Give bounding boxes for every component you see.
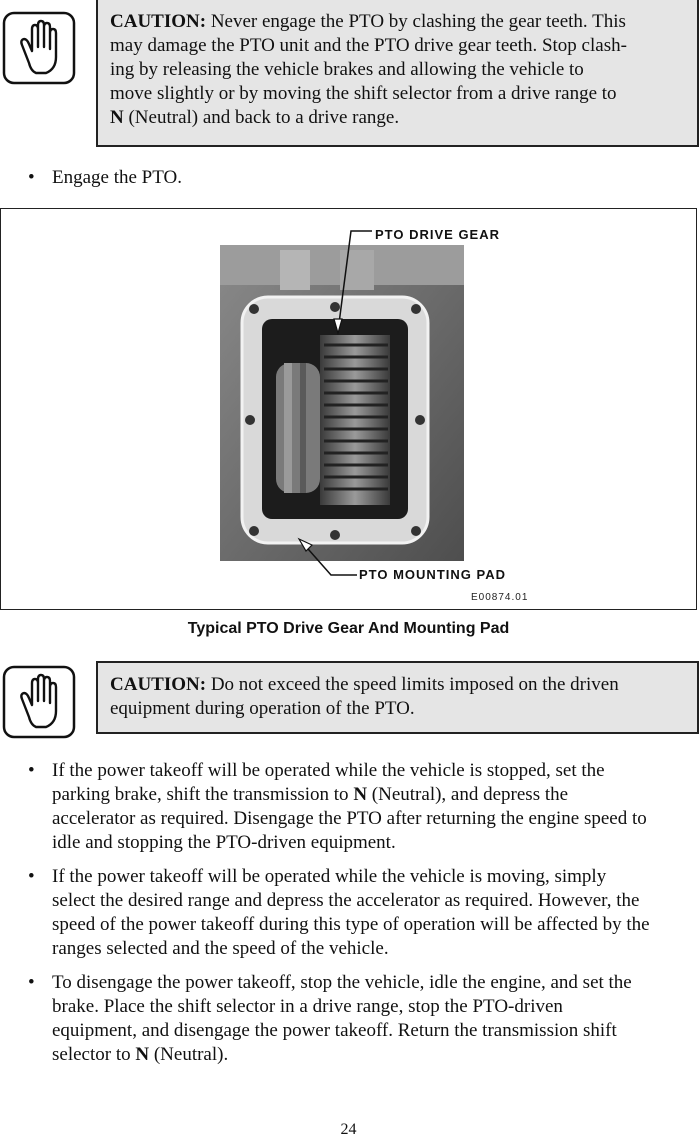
caution-text: Do not exceed the speed limits imposed on the driven <box>210 674 619 695</box>
callout-pto-mounting-pad: PTO MOUNTING PAD <box>359 567 506 582</box>
bullet-marker: • <box>28 760 35 781</box>
caution-box-speed-limits <box>96 661 699 734</box>
neutral-letter: N <box>135 1044 150 1065</box>
caution-line <box>110 673 685 697</box>
neutral-letter: N <box>353 784 368 805</box>
bullet-line: speed of the power takeoff during this type of operation will be affected by the <box>52 914 650 935</box>
pto-figure <box>0 208 697 610</box>
caution-text: Never engage the PTO by clashing the gear teeth. This <box>210 11 626 32</box>
caution-line <box>110 10 685 34</box>
caution-label: CAUTION: <box>110 674 207 695</box>
bullet-line <box>52 1043 696 1067</box>
figure-caption: Typical PTO Drive Gear And Mounting Pad <box>187 620 510 637</box>
callout-leaders <box>1 209 698 611</box>
callout-pto-drive-gear: PTO DRIVE GEAR <box>375 227 501 242</box>
bullet-moving-vehicle <box>28 865 696 961</box>
bullet-marker: • <box>28 167 35 188</box>
bullet-line: equipment, and disengage the power takeoff. Return the transmission shift <box>52 1020 617 1041</box>
caution-line: move slightly or by moving the shift selector from a drive range to <box>110 83 617 104</box>
caution-line: ing by releasing the vehicle brakes and allowing the vehicle to <box>110 59 584 80</box>
figure-code: E00874.01 <box>471 592 529 603</box>
caution-line: equipment during operation of the PTO. <box>110 698 415 719</box>
bullet-stopped-vehicle <box>28 759 696 855</box>
bullet-line: ranges selected and the speed of the vehicle. <box>52 938 389 959</box>
bullet-line: brake. Place the shift selector in a drive range, stop the PTO-driven <box>52 996 563 1017</box>
caution-line: may damage the PTO unit and the PTO drive gear teeth. Stop clash- <box>110 35 627 56</box>
bullet-line: To disengage the power takeoff, stop the vehicle, idle the engine, and set the <box>52 972 632 993</box>
bullet-marker: • <box>28 972 35 993</box>
page-number: 24 <box>340 1121 357 1138</box>
bullet-marker: • <box>28 866 35 887</box>
caution-box-clashing <box>96 0 699 147</box>
bullet-engage-pto <box>28 166 696 190</box>
bullet-line <box>52 783 696 807</box>
bullet-text: (Neutral). <box>149 1044 229 1065</box>
caution-hand-icon <box>2 11 76 85</box>
bullet-text: (Neutral), and depress the <box>367 784 569 805</box>
caution-label: CAUTION: <box>110 11 207 32</box>
bullet-line: accelerator as required. Disengage the PTO after returning the engine speed to <box>52 808 647 829</box>
bullet-line: select the desired range and depress the accelerator as required. However, the <box>52 890 640 911</box>
caution-hand-icon <box>2 665 76 739</box>
caution-line <box>110 106 685 130</box>
bullet-text: parking brake, shift the transmission to <box>52 784 354 805</box>
caution-text: (Neutral) and back to a drive range. <box>123 107 400 128</box>
bullet-line: idle and stopping the PTO-driven equipment. <box>52 832 396 853</box>
bullet-text: Engage the PTO. <box>52 167 182 188</box>
bullet-line: If the power takeoff will be operated while the vehicle is stopped, set the <box>52 760 605 781</box>
neutral-letter: N <box>110 107 124 128</box>
bullet-disengage <box>28 971 696 1067</box>
bullet-line: If the power takeoff will be operated while the vehicle is moving, simply <box>52 866 607 887</box>
bullet-text: selector to <box>52 1044 136 1065</box>
